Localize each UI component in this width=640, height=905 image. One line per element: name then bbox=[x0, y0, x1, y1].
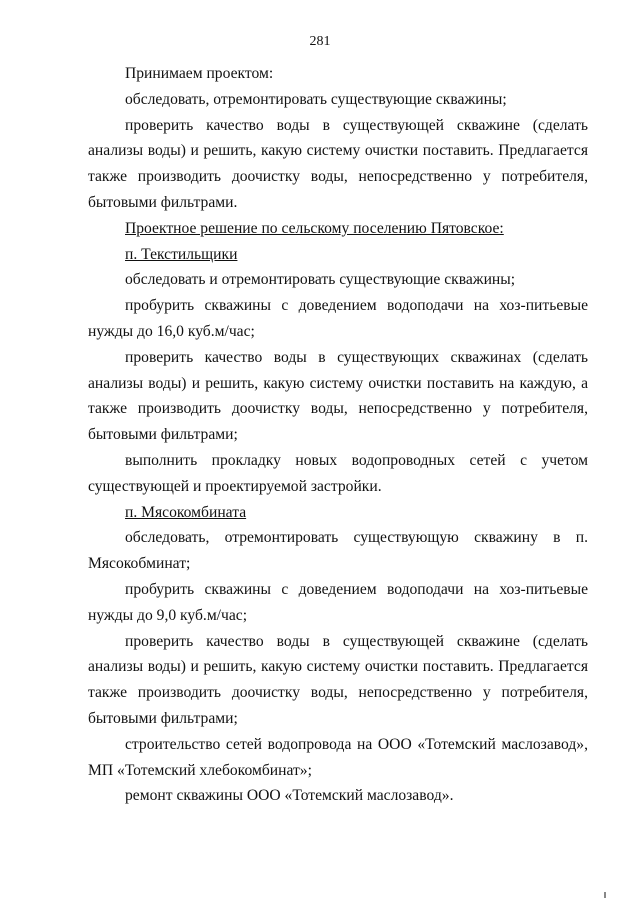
page-number: 281 bbox=[309, 34, 331, 49]
paragraph-intro: Принимаем проектом: bbox=[125, 65, 274, 82]
subheading-tekstilshchiki: п. Текстильщики bbox=[125, 245, 238, 263]
paragraph-myasokombinata-repair: ремонт скважины ООО «Тотемский маслозавод». bbox=[125, 787, 454, 805]
paragraph-survey-wells: обследовать, отремонтировать существующие скважины; bbox=[125, 90, 507, 108]
document-body bbox=[88, 61, 588, 809]
subheading-myasokombinata: п. Мясокомбината bbox=[125, 503, 247, 521]
paragraph-tekstilshchiki-survey: обследовать и отремонтировать существующие скважины; bbox=[125, 271, 516, 289]
scan-mark bbox=[604, 892, 606, 898]
paragraph-water-quality: проверить качество воды в существующей скважине (сделать анализы воды) и решить, какую систему очистки поставить. Предлагается также производить доочистку воды, непосредственно у потребителя, бытовыми фильтрами. bbox=[88, 116, 588, 211]
paragraph-myasokombinata-quality: проверить качество воды в существующей скважине (сделать анализы воды) и решить, какую систему очистки поставить. Предлагается также производить доочистку воды, непосредственно у потребителя, бытовыми фильтрами; bbox=[88, 632, 588, 727]
paragraph-myasokombinata-survey: обследовать, отремонтировать существующую скважину в п. Мясокобминат; bbox=[88, 529, 588, 573]
section-heading-pyatovskoe: Проектное решение по сельскому поселению Пятовское: bbox=[125, 219, 504, 237]
paragraph-myasokombinata-construction: строительство сетей водопровода на ООО «Тотемский маслозавод», МП «Тотемский хлебокомбинат»; bbox=[88, 735, 588, 779]
paragraph-tekstilshchiki-networks: выполнить прокладку новых водопроводных сетей с учетом существующей и проектируемой застройки. bbox=[88, 451, 588, 495]
paragraph-myasokombinata-drill: пробурить скважины с доведением водоподачи на хоз-питьевые нужды до 9,0 куб.м/час; bbox=[88, 580, 588, 624]
paragraph-tekstilshchiki-quality: проверить качество воды в существующих скважинах (сделать анализы воды) и решить, какую систему очистки поставить на каждую, а также производить доочистку воды, непосредственно у потребителя, бытовыми фильтрами; bbox=[88, 348, 588, 444]
paragraph-tekstilshchiki-drill: пробурить скважины с доведением водоподачи на хоз-питьевые нужды до 16,0 куб.м/час; bbox=[88, 297, 588, 340]
